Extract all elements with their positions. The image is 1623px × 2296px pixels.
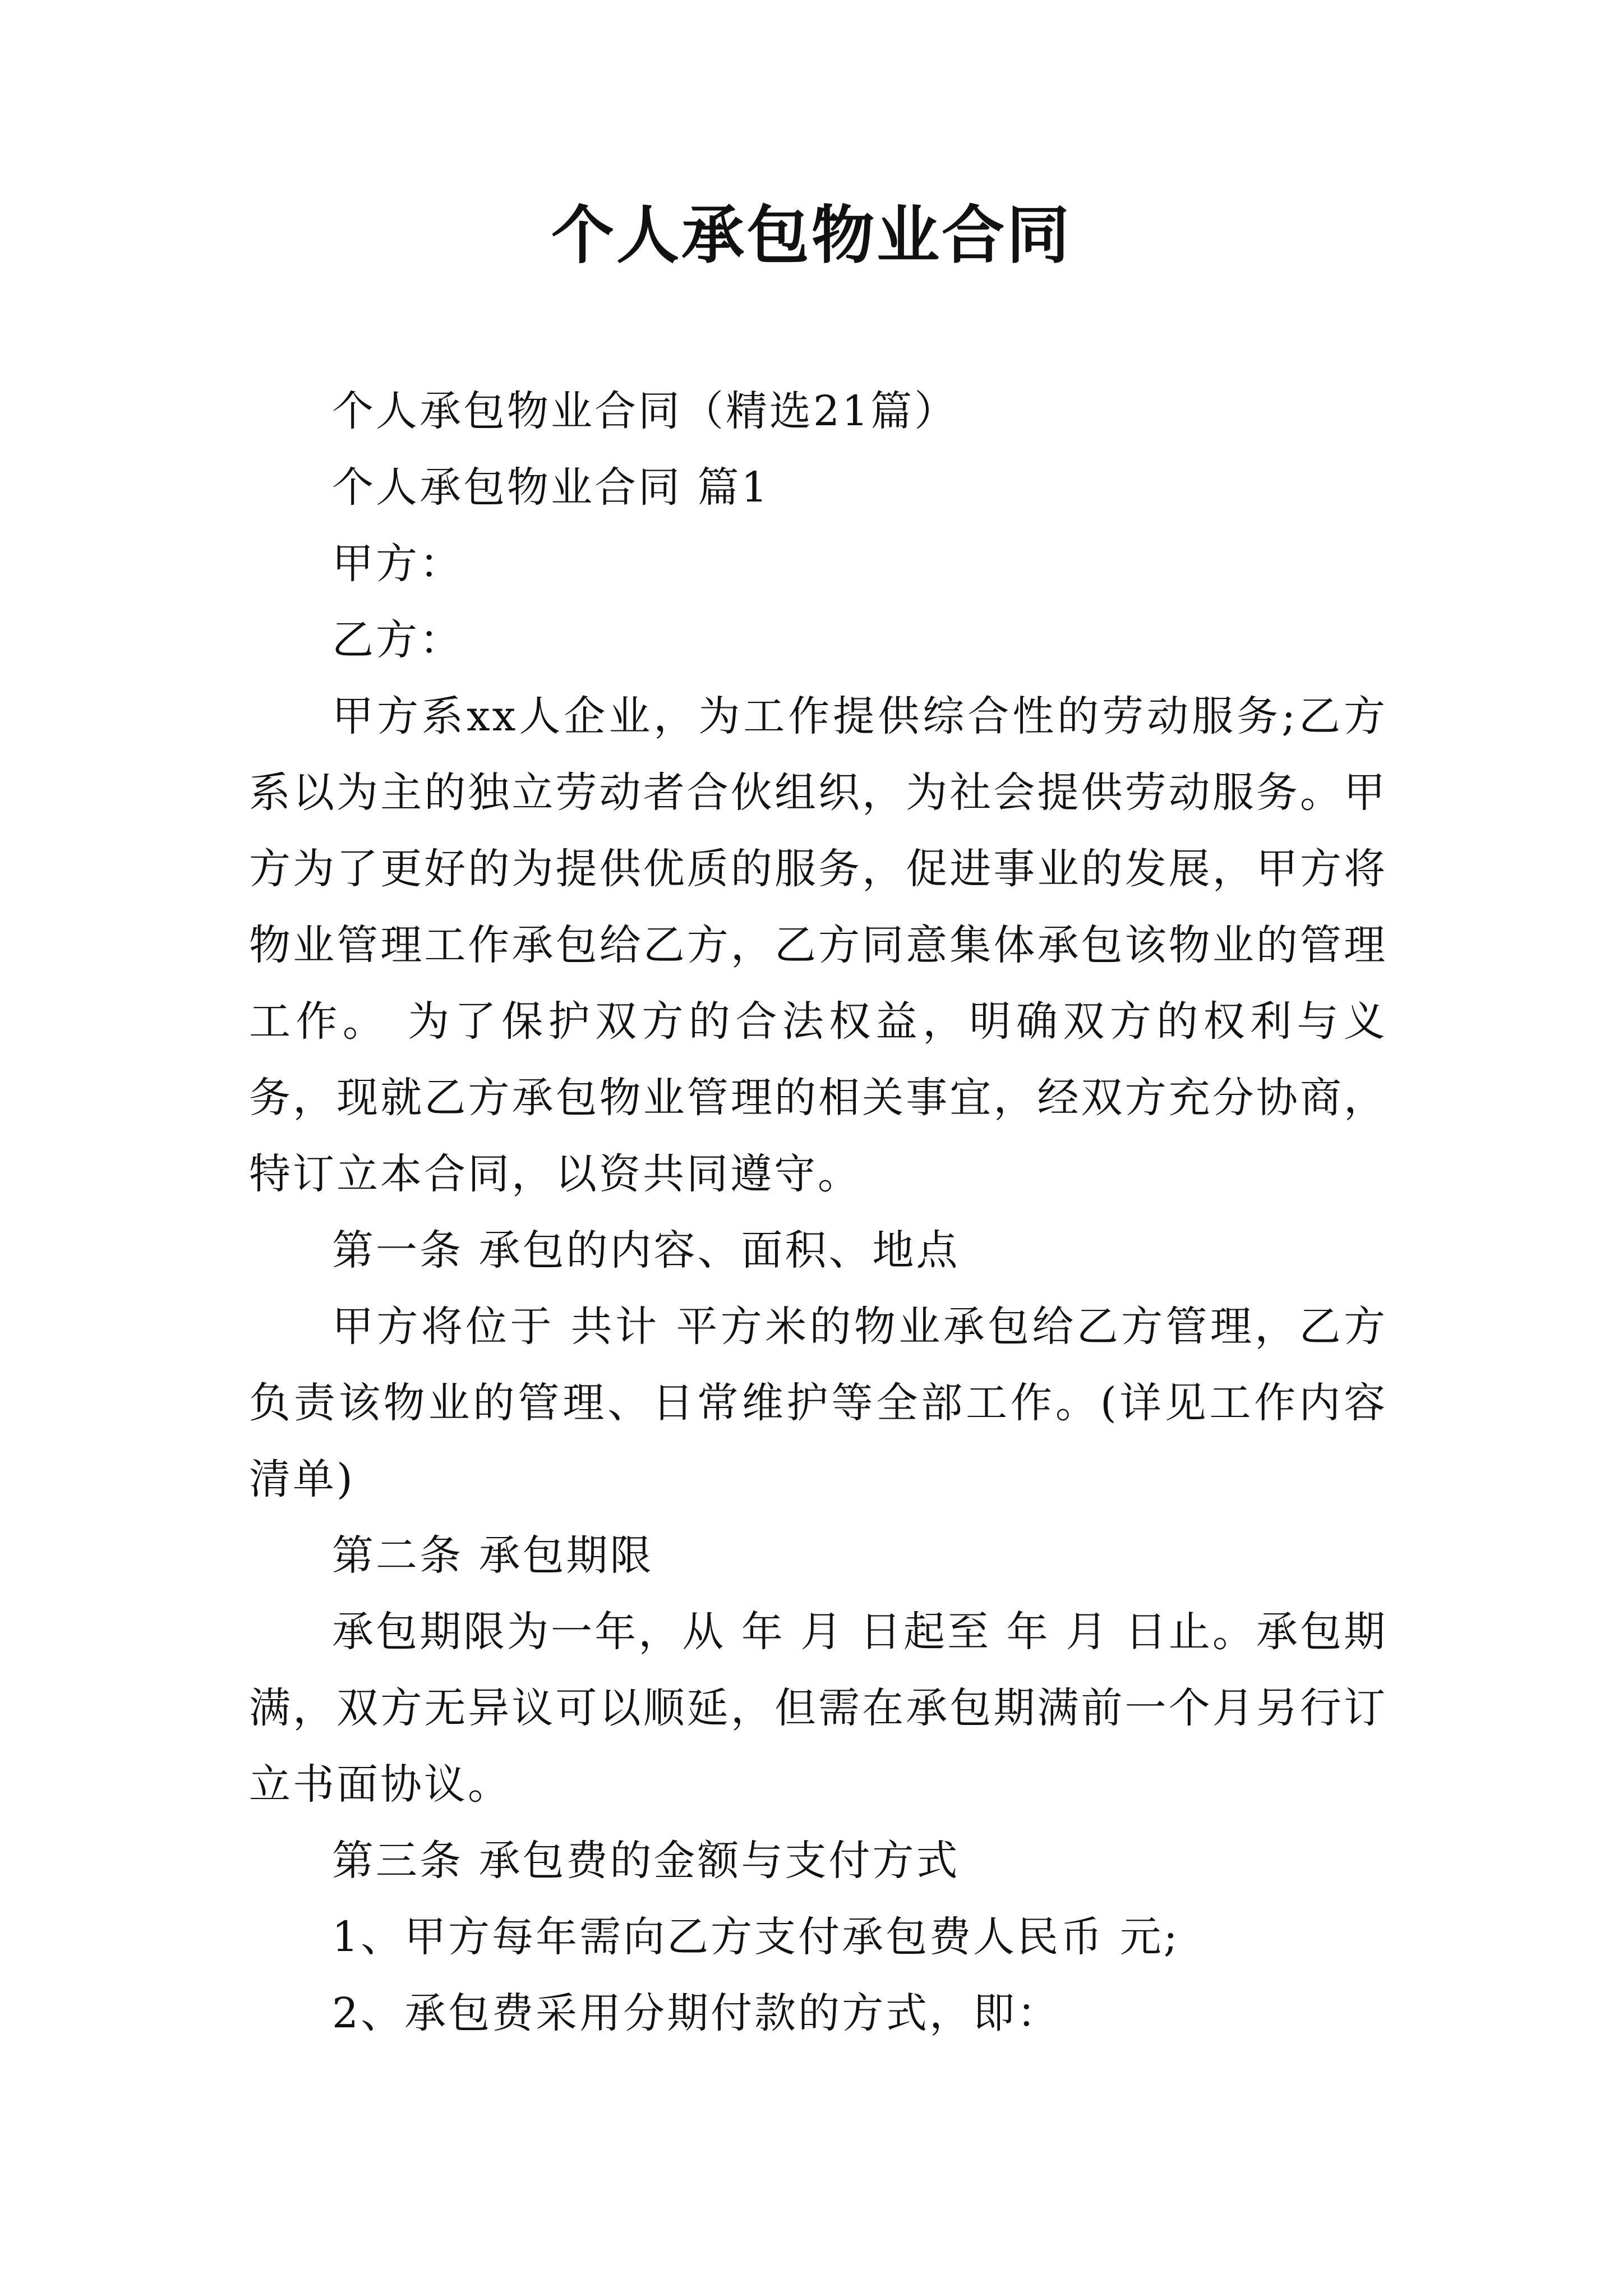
party-b-line: 乙方： bbox=[332, 616, 463, 664]
article-3-heading: 第三条 承包费的金额与支付方式 bbox=[332, 1837, 960, 1885]
document-title: 个人承包物业合同 bbox=[551, 199, 1072, 272]
section-heading: 个人承包物业合同 篇1 bbox=[332, 463, 770, 512]
article-3-item-2: 2、承包费采用分期付款的方式，即： bbox=[332, 1989, 1061, 2037]
party-a-line: 甲方： bbox=[332, 540, 463, 588]
document-body bbox=[249, 373, 1387, 2051]
subtitle-paragraph: 个人承包物业合同（精选21篇） bbox=[332, 387, 958, 435]
article-1-heading: 第一条 承包的内容、面积、地点 bbox=[332, 1226, 960, 1274]
article-1-paragraph: 甲方将位于 共计 平方米的物业承包给乙方管理，乙方负责该物业的管理、日常维护等全部工作。(详见工作内容清单) bbox=[249, 1303, 1387, 1503]
article-2-paragraph: 承包期限为一年，从 年 月 日起至 年 月 日止。承包期满，双方无异议可以顺延，但需在承包期满前一个月另行订立书面协议。 bbox=[249, 1608, 1387, 1809]
article-2-heading: 第二条 承包期限 bbox=[332, 1531, 654, 1580]
article-3-item-1: 1、甲方每年需向乙方支付承包费人民币 元; bbox=[332, 1913, 1180, 1961]
intro-paragraph: 甲方系xx人企业，为工作提供综合性的劳动服务;乙方系以为主的独立劳动者合伙组织，为社会提供劳动服务。甲方为了更好的为提供优质的服务，促进事业的发展，甲方将物业管理工作承包给乙方，乙方同意集体承包该物业的管理工作。 为了保护双方的合法权益，明确双方的权利与义务，现就乙方承包物业管理的相关事宜，经双方充分协商，特订立本合同，以资共同遵守。 bbox=[249, 692, 1387, 1198]
